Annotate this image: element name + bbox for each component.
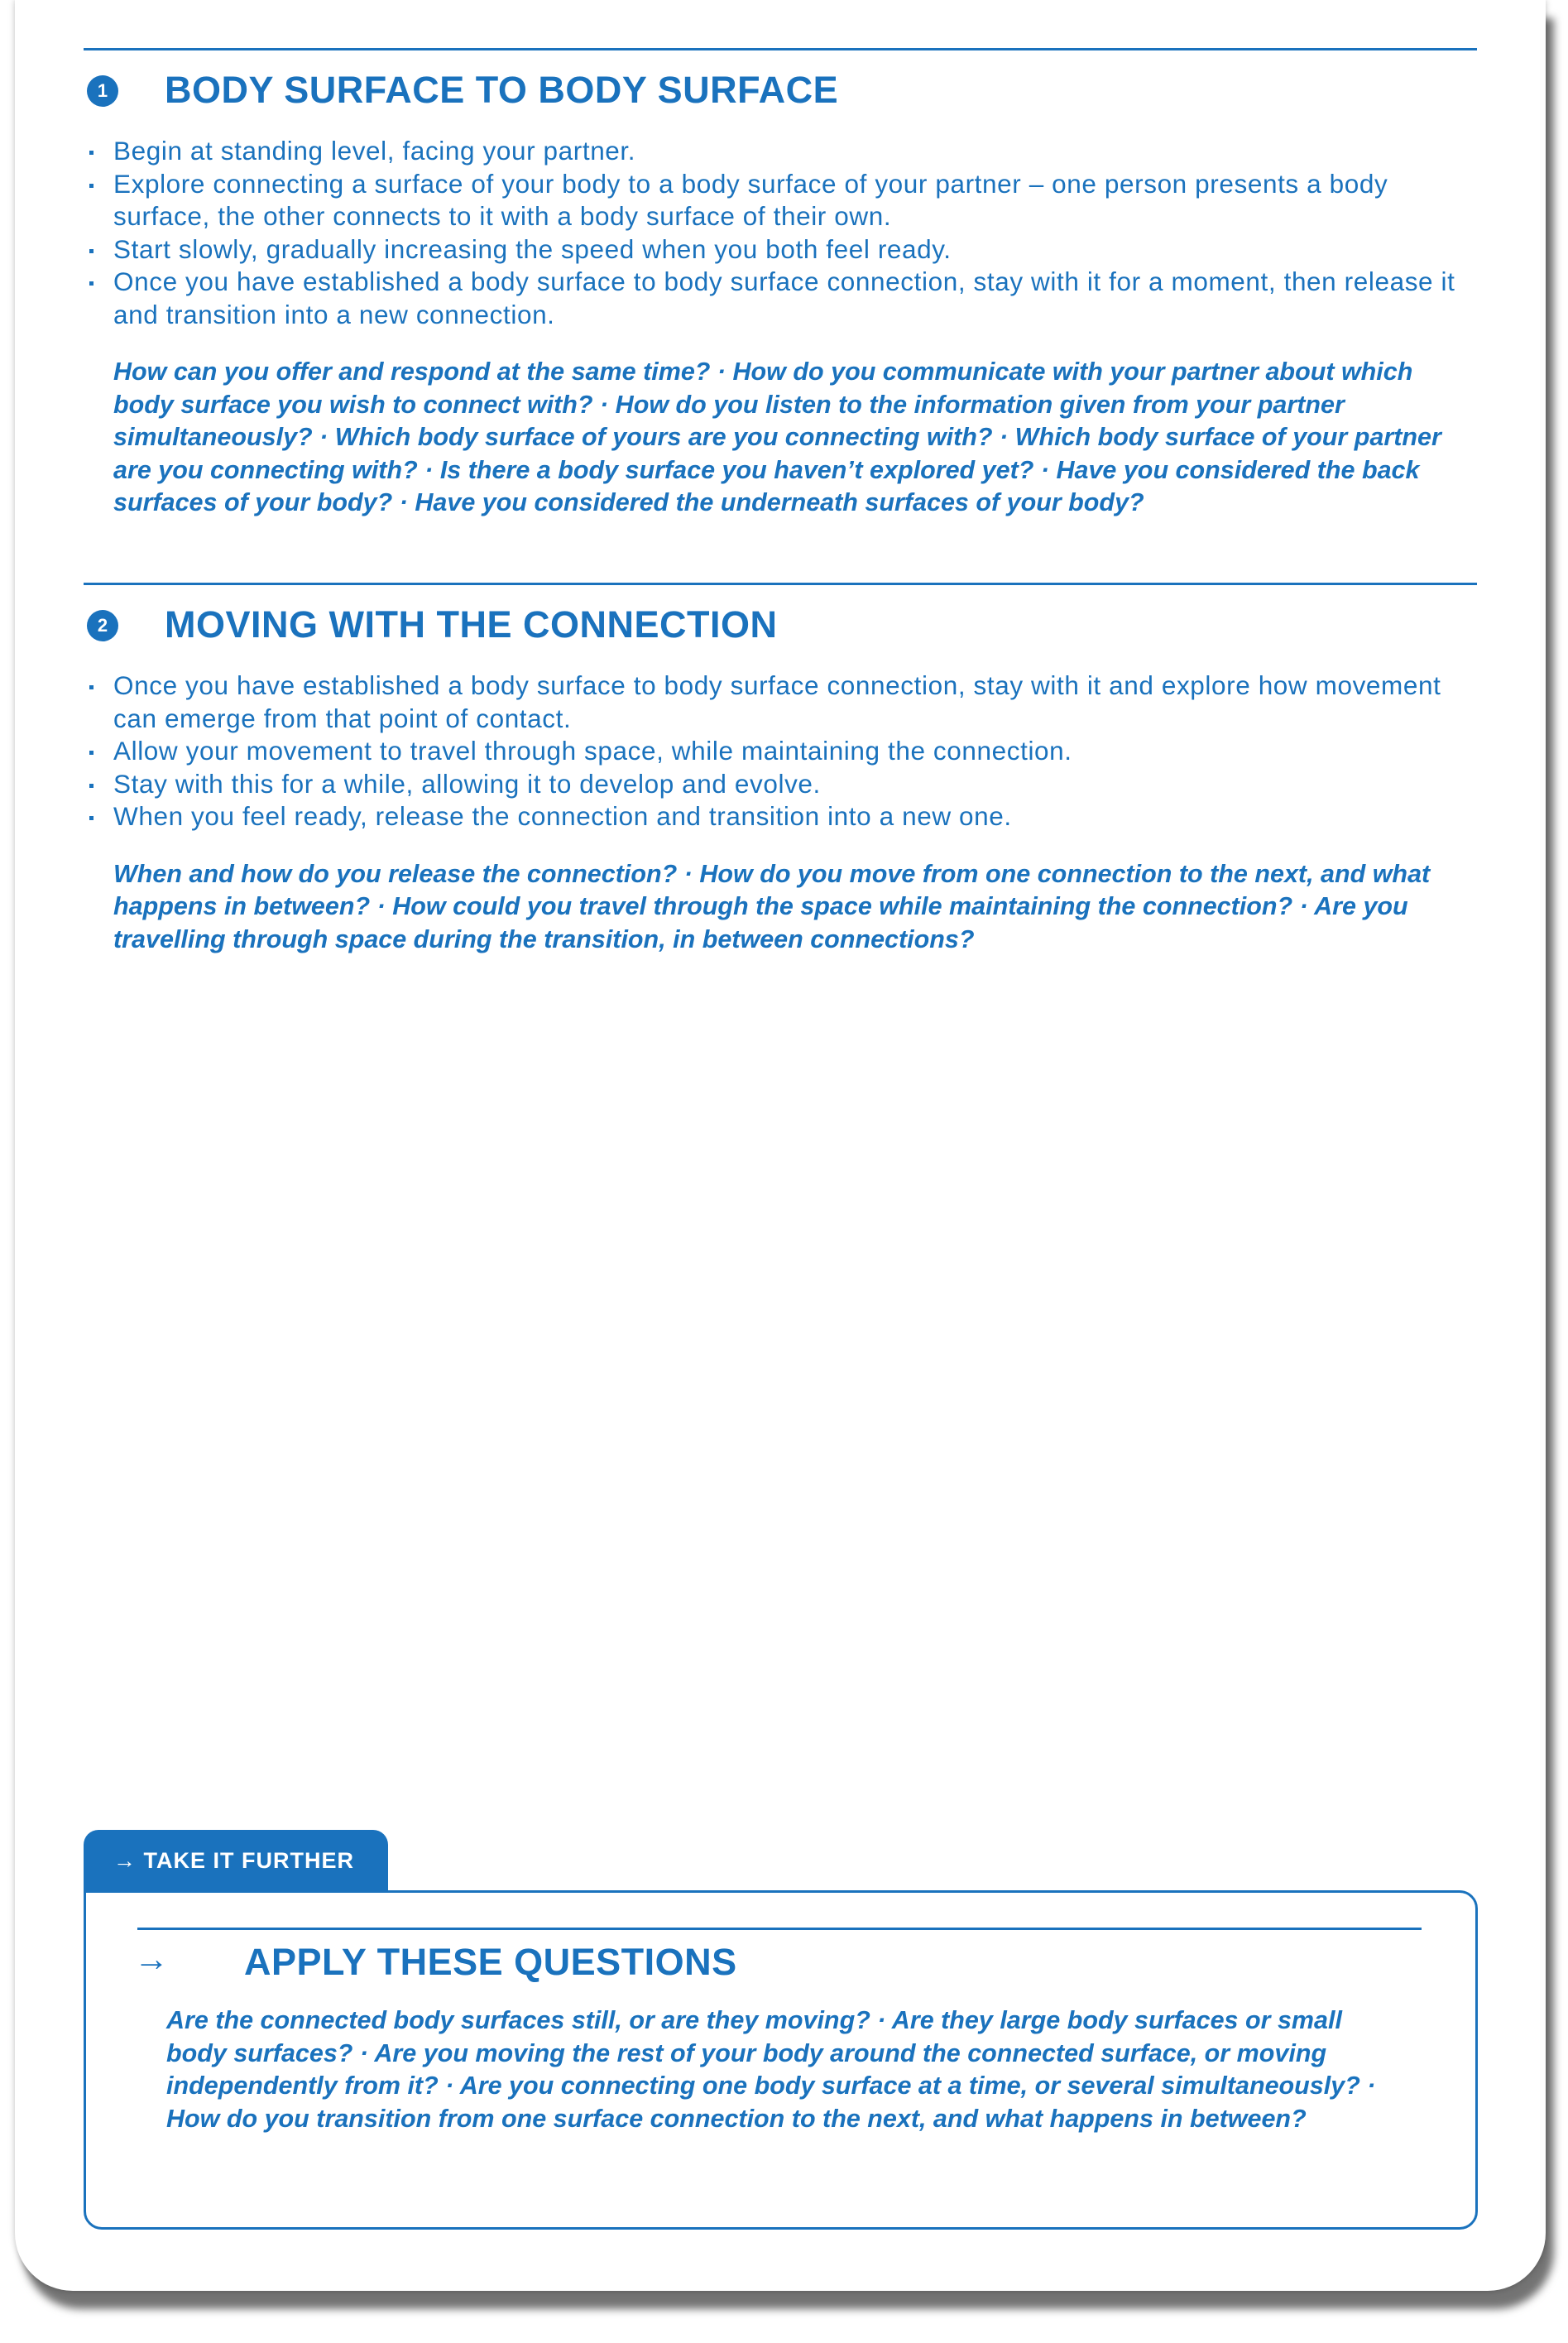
- reflection-questions: How can you offer and respond at the same time? · How do you communicate with your partner about which body surface you wish to connect with? · How do you listen to the information given from your partner simultaneously? · Which body surface of yours are you connecting with? · Which body surface of your partner are you connecting with? · Is there a body surface you haven’t explored yet? · Have you considered the back surfaces of your body? · Have you considered the underneath surfaces of your body?: [113, 358, 1441, 516]
- instruction-list: [84, 135, 1477, 331]
- take-it-further-tab: [84, 1830, 388, 1893]
- section-moving-connection: [84, 583, 1477, 956]
- box-questions: Are the connected body surfaces still, or are they moving? · Are they large body surfaces or small body surfaces? · Are you moving the rest of your body around the connected surface, or moving independently from it? · Are you connecting one body surface at a time, or several simultaneously? · How do you transition from one surface connection to the next, and what happens in between?: [166, 2006, 1376, 2133]
- section-header: [84, 62, 1477, 120]
- section-title: BODY SURFACE TO BODY SURFACE: [165, 69, 839, 111]
- section-header: [84, 597, 1477, 655]
- list-item: Begin at standing level, facing your partner.: [84, 135, 1477, 168]
- reflection-questions: When and how do you release the connection? · How do you move from one connection to the next, and what happens in between? · How could you travel through the space while maintaining the connection? · Are you travelling through space during the transition, in between connections?: [113, 859, 1431, 953]
- list-item: Explore connecting a surface of your body to a body surface of your partner – one person presents a body surface, the other connects to it with a body surface of their own.: [84, 168, 1477, 233]
- list-item: Once you have established a body surface to body surface connection, stay with it and explore how movement can emerge from that point of contact.: [84, 670, 1477, 735]
- list-item: Allow your movement to travel through space, while maintaining the connection.: [84, 735, 1477, 768]
- take-it-further-box: [84, 1890, 1478, 2230]
- section-number-badge: 2: [87, 610, 118, 641]
- instruction-list: [84, 670, 1477, 833]
- section-divider: [84, 583, 1477, 585]
- section-number-badge: 1: [87, 75, 118, 107]
- section-title: MOVING WITH THE CONNECTION: [165, 603, 778, 646]
- section-divider: [84, 48, 1477, 50]
- box-divider: [137, 1928, 1422, 1930]
- list-item: Stay with this for a while, allowing it to develop and evolve.: [84, 768, 1477, 801]
- list-item: When you feel ready, release the connection and transition into a new one.: [84, 800, 1477, 833]
- tab-label: → TAKE IT FURTHER: [113, 1848, 354, 1873]
- list-item: Start slowly, gradually increasing the speed when you both feel ready.: [84, 233, 1477, 266]
- list-item: Once you have established a body surface to body surface connection, stay with it for a moment, then release it and transition into a new connection.: [84, 266, 1477, 331]
- box-title: APPLY THESE QUESTIONS: [244, 1941, 737, 1983]
- arrow-right-icon: →: [134, 1939, 169, 1978]
- section-body-surface: [84, 48, 1477, 520]
